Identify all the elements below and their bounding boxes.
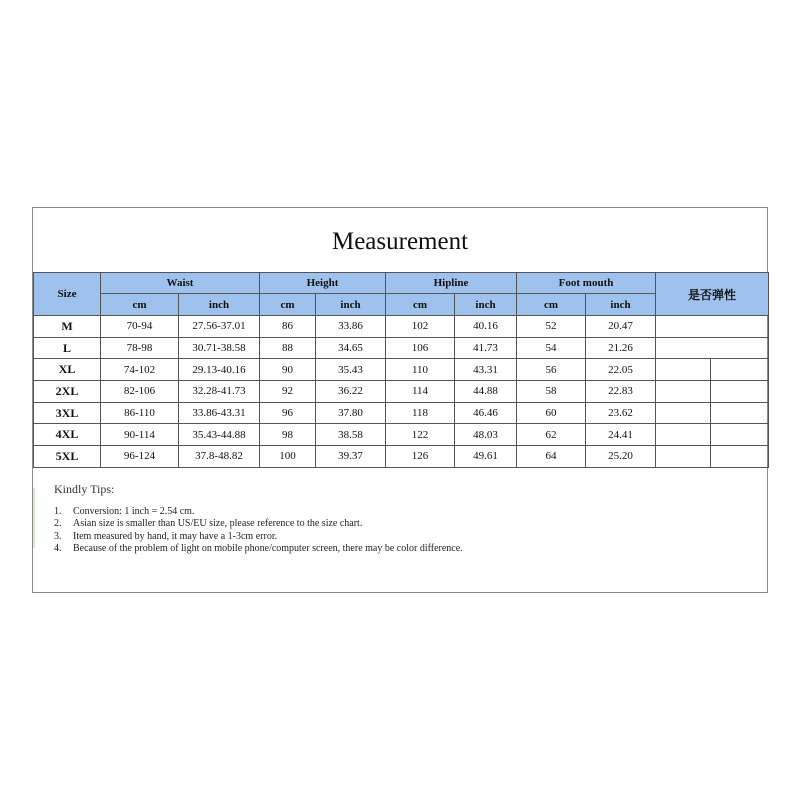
unit-header-cm: cm: [386, 294, 455, 316]
size-table-body: [34, 316, 769, 468]
foot-mouth-inch-cell: 23.62: [586, 402, 656, 424]
list-item: [54, 543, 574, 555]
elastic-cell: [656, 446, 711, 468]
height-inch-cell: 33.86: [316, 316, 386, 338]
foot-mouth-cm-cell: 58: [517, 381, 586, 403]
tip-text: Item measured by hand, it may have a 1-3cm error.: [73, 530, 278, 542]
tip-number: 4.: [54, 543, 62, 555]
height-cm-cell: 88: [260, 337, 316, 359]
elastic-cell-extra: [711, 402, 769, 424]
foot-mouth-inch-cell: 24.41: [586, 424, 656, 446]
height-cm-cell: 92: [260, 381, 316, 403]
foot-mouth-inch-cell: 25.20: [586, 446, 656, 468]
unit-header-cm: cm: [517, 294, 586, 316]
waist-cm-cell: 82-106: [101, 381, 179, 403]
height-inch-cell: 35.43: [316, 359, 386, 381]
foot-mouth-cm-cell: 52: [517, 316, 586, 338]
table-row: [34, 402, 769, 424]
hipline-cm-cell: 102: [386, 316, 455, 338]
elastic-cell: [656, 316, 769, 338]
tip-text: Asian size is smaller than US/EU size, please reference to the size chart.: [73, 518, 363, 530]
waist-cm-cell: 78-98: [101, 337, 179, 359]
hipline-inch-cell: 49.61: [455, 446, 517, 468]
unit-header-inch: inch: [586, 294, 656, 316]
foot-mouth-inch-cell: 22.05: [586, 359, 656, 381]
hipline-inch-cell: 43.31: [455, 359, 517, 381]
waist-cm-cell: 70-94: [101, 316, 179, 338]
hipline-cm-cell: 118: [386, 402, 455, 424]
foot-mouth-cm-cell: 60: [517, 402, 586, 424]
waist-inch-cell: 29.13-40.16: [179, 359, 260, 381]
elastic-cell-extra: [711, 424, 769, 446]
hipline-cm-cell: 122: [386, 424, 455, 446]
unit-header-inch: inch: [316, 294, 386, 316]
height-inch-cell: 34.65: [316, 337, 386, 359]
hipline-inch-cell: 48.03: [455, 424, 517, 446]
hipline-header: Hipline: [386, 273, 517, 294]
table-row: [34, 359, 769, 381]
height-header: Height: [260, 273, 386, 294]
tip-text: Because of the problem of light on mobile phone/computer screen, there may be color difference.: [73, 543, 463, 555]
waist-inch-cell: 35.43-44.88: [179, 424, 260, 446]
tip-number: 1.: [54, 506, 62, 517]
waist-cm-cell: 96-124: [101, 446, 179, 468]
height-cm-cell: 90: [260, 359, 316, 381]
kindly-tips: [54, 482, 574, 556]
size-cell: 4XL: [34, 424, 101, 446]
foot-mouth-cm-cell: 64: [517, 446, 586, 468]
waist-cm-cell: 74-102: [101, 359, 179, 381]
height-inch-cell: 37.80: [316, 402, 386, 424]
size-cell: XL: [34, 359, 101, 381]
height-inch-cell: 39.37: [316, 446, 386, 468]
waist-inch-cell: 32.28-41.73: [179, 381, 260, 403]
margin-marker: [33, 488, 35, 548]
table-row: [34, 337, 769, 359]
height-inch-cell: 36.22: [316, 381, 386, 403]
elastic-cell: [656, 381, 711, 403]
waist-cm-cell: 86-110: [101, 402, 179, 424]
tips-heading: Kindly Tips:: [54, 482, 115, 496]
size-chart-sheet: [32, 207, 768, 593]
elastic-cell: [656, 359, 711, 381]
list-item: [54, 531, 574, 543]
header-row-groups: [34, 273, 769, 294]
foot-mouth-cm-cell: 56: [517, 359, 586, 381]
size-cell: L: [34, 337, 101, 359]
waist-cm-cell: 90-114: [101, 424, 179, 446]
height-cm-cell: 96: [260, 402, 316, 424]
table-row: [34, 381, 769, 403]
elastic-cell: [656, 337, 769, 359]
size-cell: M: [34, 316, 101, 338]
height-inch-cell: 38.58: [316, 424, 386, 446]
hipline-cm-cell: 114: [386, 381, 455, 403]
chart-title: Measurement: [331, 228, 469, 255]
height-cm-cell: 98: [260, 424, 316, 446]
foot-mouth-inch-cell: 22.83: [586, 381, 656, 403]
unit-header-cm: cm: [101, 294, 179, 316]
table-row: [34, 424, 769, 446]
tip-text: Conversion: 1 inch = 2.54 cm.: [73, 506, 195, 517]
waist-inch-cell: 33.86-43.31: [179, 402, 260, 424]
waist-inch-cell: 30.71-38.58: [179, 337, 260, 359]
hipline-inch-cell: 44.88: [455, 381, 517, 403]
size-cell: 5XL: [34, 446, 101, 468]
waist-inch-cell: 37.8-48.82: [179, 446, 260, 468]
table-row: [34, 446, 769, 468]
size-cell: 2XL: [34, 381, 101, 403]
foot-mouth-cm-cell: 54: [517, 337, 586, 359]
size-table: [33, 272, 769, 468]
waist-inch-cell: 27.56-37.01: [179, 316, 260, 338]
height-cm-cell: 86: [260, 316, 316, 338]
list-item: [54, 518, 574, 530]
hipline-cm-cell: 106: [386, 337, 455, 359]
hipline-inch-cell: 40.16: [455, 316, 517, 338]
elastic-cell-extra: [711, 359, 769, 381]
hipline-cm-cell: 110: [386, 359, 455, 381]
foot-mouth-header: Foot mouth: [517, 273, 656, 294]
unit-header-inch: inch: [179, 294, 260, 316]
tip-number: 2.: [54, 518, 62, 530]
elastic-cell: [656, 424, 711, 446]
elastic-cell-extra: [711, 381, 769, 403]
elastic-header: 是否弹性: [656, 273, 769, 316]
size-header: Size: [34, 273, 101, 316]
elastic-cell: [656, 402, 711, 424]
tips-list: [54, 506, 574, 556]
unit-header-cm: cm: [260, 294, 316, 316]
height-cm-cell: 100: [260, 446, 316, 468]
list-item: [54, 506, 574, 518]
elastic-cell-extra: [711, 446, 769, 468]
foot-mouth-cm-cell: 62: [517, 424, 586, 446]
unit-header-inch: inch: [455, 294, 517, 316]
waist-header: Waist: [101, 273, 260, 294]
hipline-inch-cell: 41.73: [455, 337, 517, 359]
hipline-cm-cell: 126: [386, 446, 455, 468]
size-cell: 3XL: [34, 402, 101, 424]
table-row: [34, 316, 769, 338]
hipline-inch-cell: 46.46: [455, 402, 517, 424]
tip-number: 3.: [54, 530, 62, 542]
foot-mouth-inch-cell: 20.47: [586, 316, 656, 338]
foot-mouth-inch-cell: 21.26: [586, 337, 656, 359]
